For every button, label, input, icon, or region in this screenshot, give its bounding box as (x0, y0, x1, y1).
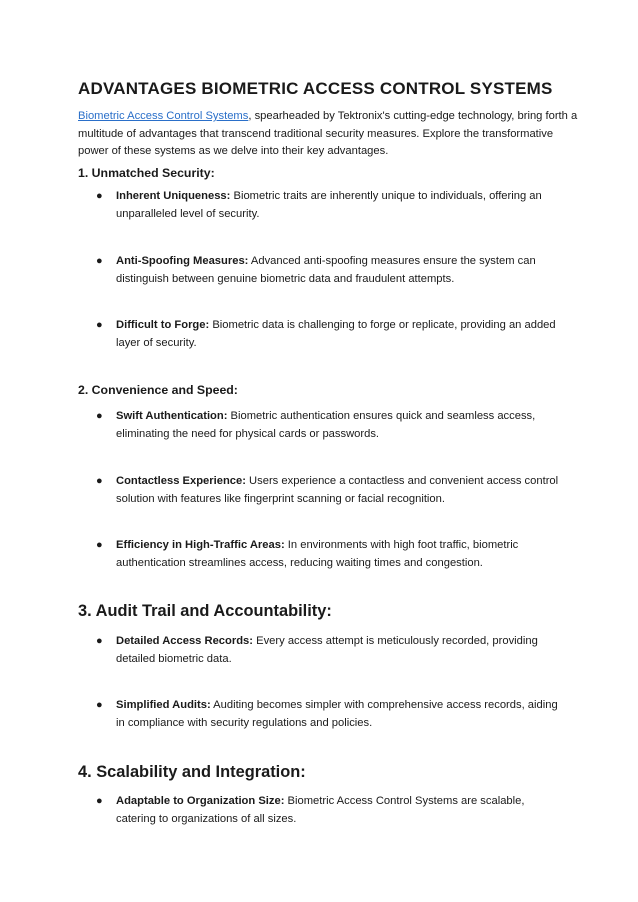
item-label: Adaptable to Organization Size: (116, 795, 285, 807)
item-text: Biometric authentication ensures quick and seamless access, eliminating the need for physical cards or passwords. (116, 410, 536, 440)
section-heading-unmatched-security: 1. Unmatched Security: (78, 166, 215, 180)
bullet-icon: ● (96, 635, 103, 647)
intro-text: , spearheaded by Tektronix's cutting-edge technology, bring forth a multitude of advantages that transcend traditional security measures. Explore the transformative power of these systems as we delve into their key advantages. (78, 110, 578, 157)
list-item (96, 697, 566, 732)
item-text: Users experience a contactless and convenient access control solution with features like fingerprint scanning or facial recognition. (116, 475, 559, 505)
bullet-icon: ● (96, 255, 103, 267)
bullet-icon: ● (96, 190, 103, 202)
item-label: Simplified Audits: (116, 699, 211, 711)
bullet-icon: ● (96, 410, 103, 422)
list-item (96, 317, 566, 352)
item-label: Inherent Uniqueness: (116, 190, 231, 202)
section-heading-convenience-speed: 2. Convenience and Speed: (78, 383, 238, 397)
item-text: Every access attempt is meticulously recorded, providing detailed biometric data. (116, 635, 538, 665)
item-text: Biometric traits are inherently unique to individuals, offering an unparalleled level of security. (116, 190, 542, 220)
item-text: Biometric Access Control Systems are scalable, catering to organizations of all sizes. (116, 795, 525, 825)
intro-link[interactable]: Biometric Access Control Systems (78, 110, 249, 122)
item-label: Anti-Spoofing Measures: (116, 255, 249, 267)
item-text: In environments with high foot traffic, biometric authentication streamlines access, reducing waiting times and congestion. (116, 539, 519, 569)
list-item (96, 473, 566, 508)
bullet-icon: ● (96, 319, 103, 331)
page-title: ADVANTAGES BIOMETRIC ACCESS CONTROL SYSTEMS (78, 79, 553, 98)
bullet-icon: ● (96, 699, 103, 711)
item-label: Detailed Access Records: (116, 635, 254, 647)
item-text: Auditing becomes simpler with comprehensive access records, aiding in compliance with security regulations and policies. (116, 699, 558, 729)
item-text: Advanced anti-spoofing measures ensure the system can distinguish between genuine biometric data and fraudulent attempts. (116, 255, 536, 285)
item-label: Efficiency in High-Traffic Areas: (116, 539, 285, 551)
item-label: Difficult to Forge: (116, 319, 210, 331)
bullet-icon: ● (96, 539, 103, 551)
bullet-icon: ● (96, 475, 103, 487)
list-item (96, 537, 566, 572)
list-item (96, 188, 566, 223)
section-heading-audit-trail: 3. Audit Trail and Accountability: (78, 602, 332, 620)
item-text: Biometric data is challenging to forge or replicate, providing an added layer of security. (116, 319, 556, 349)
list-item (96, 793, 566, 828)
section-heading-scalability: 4. Scalability and Integration: (78, 763, 306, 781)
list-item (96, 408, 566, 443)
intro-paragraph (78, 108, 578, 161)
list-item (96, 633, 566, 668)
list-item (96, 253, 566, 288)
item-label: Contactless Experience: (116, 475, 246, 487)
item-label: Swift Authentication: (116, 410, 228, 422)
bullet-icon: ● (96, 795, 103, 807)
